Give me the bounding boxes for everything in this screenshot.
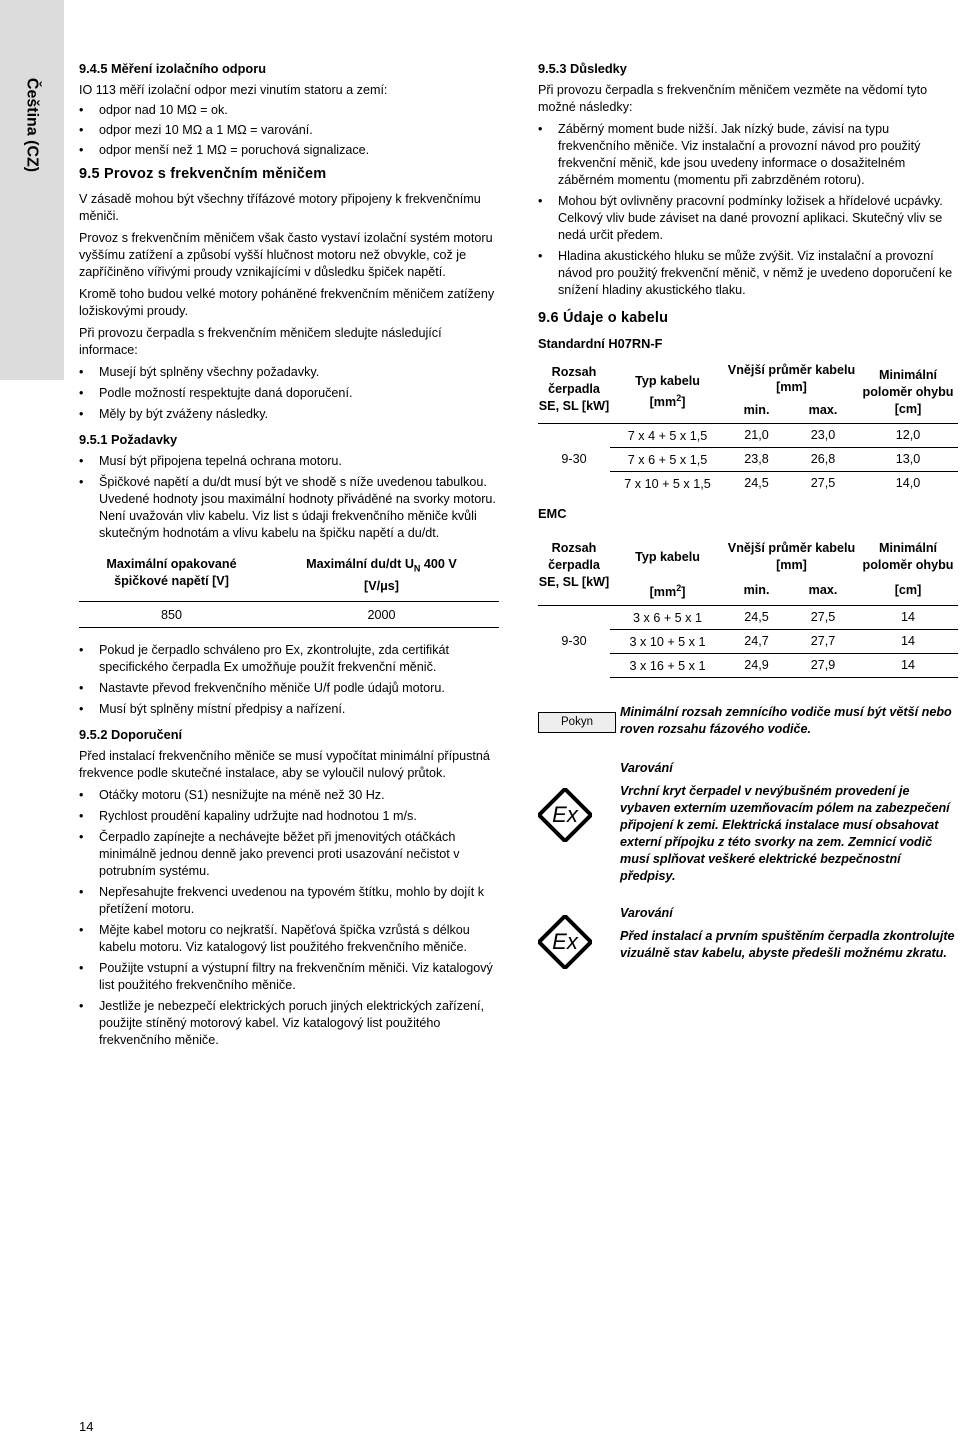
page-number: 14 (79, 1419, 94, 1434)
list-item: • Otáčky motoru (S1) nesnižujte na méně než 30 Hz. (79, 787, 499, 804)
warning-text: Před instalací a prvním spuštěním čerpadla zkontrolujte vizuálně stav kabelu, abyste předešli možnému zkratu. (620, 929, 955, 961)
right-column (538, 60, 958, 974)
table-header-bend-radius: Minimální poloměr ohybu (862, 541, 954, 572)
table-header-range: Rozsah čerpadla SE, SL [kW] (538, 365, 610, 413)
table-header-range: Rozsah čerpadla SE, SL [kW] (538, 541, 610, 589)
section-title-9-5-1: 9.5.1 Požadavky (79, 432, 178, 447)
table-cell: 27,7 (788, 630, 858, 654)
list-item: • odpor mezi 10 MΩ a 1 MΩ = varování. (79, 122, 499, 139)
list-item: • Měly by být zváženy následky. (79, 406, 499, 423)
table-cell: 3 x 6 + 5 x 1 (633, 611, 702, 626)
list-item: • Jestliže je nebezpečí elektrických poruch jiných elektrických zařízení, použijte stíněný motorový kabel. Viz katalogový list použitého frekvenčního měniče. (79, 998, 499, 1049)
table-cell: 7 x 10 + 5 x 1,5 (610, 472, 725, 496)
table-cell: 27,5 (810, 610, 836, 625)
table-cell: 23,0 (810, 428, 836, 442)
section-title-9-5-2: 9.5.2 Doporučení (79, 726, 183, 742)
paragraph: Provoz s frekvenčním měničem však často vystaví izolační systém motoru vyššímu zatížení a způsobí vyšší hlučnost motoru než obvykle, což je zapříčiněno vířivými proudy vznikajícími v důsledku špiček napětí. (79, 231, 493, 279)
warning-text: Vrchní kryt čerpadel v nevýbušném provedení je vybaven externím uzemňovacím pólem na zabezpečení připojení k zemi. Elektrická instalace musí obsahovat externí přípojku z této svorky na zem. Zemnicí vodič musí splňovat veškeré elektrické bezpečnostní předpisy. (620, 784, 950, 884)
svg-text:Ex: Ex (552, 929, 578, 955)
table-cell: 2000 (367, 607, 396, 622)
bullet-list (538, 121, 958, 299)
warning-block (538, 905, 958, 974)
section-title-9-4-5: 9.4.5 Měření izolačního odporu (79, 61, 267, 76)
voltage-table (79, 556, 499, 628)
list-item: • Nastavte převod frekvenčního měniče U/f podle údajů motoru. (79, 680, 499, 697)
section-title-9-5: 9.5 Provoz s frekvenčním měničem (79, 166, 327, 182)
table-cell: 14,0 (858, 472, 958, 496)
list-item: • Použijte vstupní a výstupní filtry na frekvenčním měniči. Viz katalogový list použitého frekvenčního měniče. (79, 960, 499, 994)
language-side-tab (0, 0, 64, 380)
table-header-cm: [cm] (894, 583, 922, 598)
standard-cable-label: Standardní H07RN-F (538, 336, 663, 351)
list-item: • Musí být připojena tepelná ochrana motoru. (79, 453, 499, 470)
table-header-cable-type: Typ kabelu $[mm^2]$ (635, 374, 700, 410)
table-header-outer-diameter: Vnější průměr kabelu [mm] (727, 363, 856, 394)
table-cell: 3 x 16 + 5 x 1 (610, 654, 725, 678)
cable-table-standard (538, 362, 958, 495)
table-cell: 27,9 (788, 654, 858, 678)
svg-text:Ex: Ex (552, 802, 578, 828)
list-item: • Rychlost proudění kapaliny udržujte nad hodnotou 1 m/s. (79, 808, 499, 825)
table-cell: 24,9 (725, 654, 788, 678)
note-block (538, 704, 958, 738)
table-header-outer-diameter: Vnější průměr kabelu [mm] (727, 541, 856, 572)
table-header-cable-type: Typ kabelu (635, 549, 700, 564)
table-header-bend-radius: Minimální poloměr ohybu [cm] (862, 368, 954, 416)
warning-title: Varování (620, 761, 673, 776)
bullet-list (79, 642, 499, 718)
ex-hazard-icon (538, 915, 592, 969)
table-cell: 3 x 10 + 5 x 1 (610, 630, 725, 654)
bullet-list (79, 364, 499, 423)
list-item: • Záběrný moment bude nižší. Jak nízký bude, závisí na typu frekvenčního měniče. Viz instalační a provozní návod pro použitý frekvenční měnič, kde jsou uvedeny informace o dosažitelném záběrném momentu (momentu při zabrzděném rotoru). (538, 121, 958, 189)
table-header-unit: $[mm^2]$ (649, 583, 686, 600)
table-cell: 7 x 6 + 5 x 1,5 (610, 448, 725, 472)
paragraph: Před instalací frekvenčního měniče se musí vypočítat minimální přípustná frekvence podle skutečné instalace, aby se vyloučil nulový průtok. (79, 748, 490, 780)
cable-table-emc (538, 540, 958, 678)
list-item: • Musejí být splněny všechny požadavky. (79, 364, 499, 381)
language-label: Čeština (CZ) (23, 77, 41, 173)
note-icon: Pokyn (538, 712, 616, 733)
table-header-dudt: Maximální du/dt $U_N$ 400 V [V/μs] (306, 557, 457, 593)
table-cell: 7 x 4 + 5 x 1,5 (627, 429, 708, 443)
paragraph: Při provozu čerpadla s frekvenčním měničem sledujte následující informace: (79, 326, 442, 357)
table-header-min: min. (743, 403, 770, 417)
list-item: • Hladina akustického hluku se může zvýšit. Viz instalační a provozní návod pro použitý frekvenční měnič, v němž je uvedeno doporučení ke snížení hladiny akustického tlaku. (538, 248, 958, 299)
paragraph: Kromě toho budou velké motory poháněné frekvenčním měničem zatíženy ložiskovými proudy. (79, 287, 495, 318)
section-title-9-5-3: 9.5.3 Důsledky (538, 61, 627, 76)
table-header-max: max. (808, 583, 838, 598)
paragraph: V zásadě mohou být všechny třífázové motory připojeny k frekvenčnímu měniči. (79, 192, 481, 223)
note-text: Minimální rozsah zemnícího vodiče musí být větší nebo roven rozsahu fázového vodiče. (620, 705, 952, 737)
bullet-list (79, 787, 499, 1049)
ex-hazard-icon (538, 788, 592, 842)
warning-block (538, 760, 958, 885)
list-item: • Čerpadlo zapínejte a nechávejte běžet při jmenovitých otáčkách minimálně jednou denně jako prevenci proti usazování nečistot v potrubním systému. (79, 829, 499, 880)
bullet-list (79, 453, 499, 542)
table-header-peak-voltage: Maximální opakované špičkové napětí [V] (106, 557, 237, 588)
table-cell: 14 (858, 630, 958, 654)
list-item: • Nepřesahujte frekvenci uvedenou na typovém štítku, mohlo by dojít k přetížení motoru. (79, 884, 499, 918)
list-item: • Pokud je čerpadlo schváleno pro Ex, zkontrolujte, zda certifikát specifického čerpadla Ex umožňuje použít frekvenční měnič. (79, 642, 499, 676)
table-cell: 12,0 (895, 428, 921, 442)
table-header-min: min. (743, 583, 770, 598)
list-item: • Mějte kabel motoru co nejkratší. Napěťová špička vzrůstá s délkou kabelu motoru. Viz katalogový list použitého frekvenčního měniče. (79, 922, 499, 956)
list-item: • Mohou být ovlivněny pracovní podmínky ložisek a hřídelové ucpávky. Celkový vliv bude záviset na dané provozní aplikaci. Skutečný vliv se nedá určit předem. (538, 193, 958, 244)
table-cell: 23,8 (725, 448, 788, 472)
table-cell: 14 (900, 610, 915, 625)
table-cell: 850 (160, 607, 182, 622)
list-item: • Špičkové napětí a du/dt musí být ve shodě s níže uvedenou tabulkou. Uvedené hodnoty jsou maximální hodnoty přiváděné na svorky motoru. Není uvažován vliv kabelu. Viz list s údaji frekvenčního měniče kvůli skutečným hodnotám a vlivu kabelu na špičku napětí a du/dt. (79, 474, 499, 542)
table-cell: 24,5 (744, 610, 769, 625)
bullet-list (79, 102, 499, 159)
table-cell: 24,5 (725, 472, 788, 496)
table-cell: 21,0 (744, 428, 769, 442)
table-cell: 26,8 (788, 448, 858, 472)
table-cell: 14 (858, 654, 958, 678)
paragraph: IO 113 měří izolační odpor mezi vinutím statoru a zemí: (79, 83, 388, 97)
table-header-max: max. (808, 403, 838, 417)
section-title-9-6: 9.6 Údaje o kabelu (538, 310, 669, 326)
warning-title: Varování (620, 906, 673, 921)
table-cell: 13,0 (858, 448, 958, 472)
table-cell-range: 9-30 (561, 634, 587, 649)
list-item: • odpor nad 10 MΩ = ok. (79, 102, 499, 119)
emc-label: EMC (538, 506, 567, 521)
table-cell-range: 9-30 (561, 452, 587, 466)
list-item: • Musí být splněny místní předpisy a nařízení. (79, 701, 499, 718)
list-item: • Podle možností respektujte daná doporučení. (79, 385, 499, 402)
table-cell: 27,5 (788, 472, 858, 496)
paragraph: Při provozu čerpadla s frekvenčním měničem vezměte na vědomí tyto možné následky: (538, 83, 928, 114)
left-column (79, 60, 499, 1055)
table-cell: 24,7 (725, 630, 788, 654)
list-item: • odpor menší než 1 MΩ = poruchová signalizace. (79, 142, 499, 159)
